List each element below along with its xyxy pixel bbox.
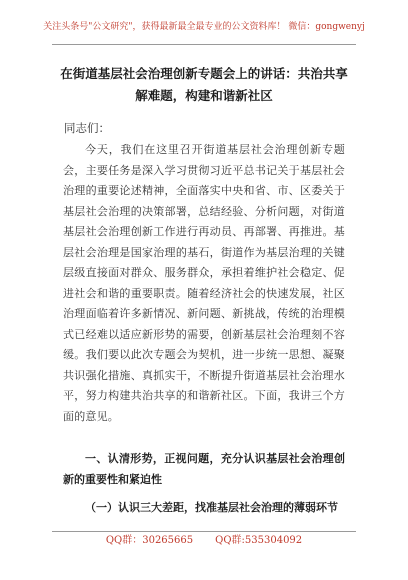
salutation: 同志们： — [64, 121, 110, 135]
footer-divider — [52, 531, 356, 532]
body-paragraph: 今天，我们在这里召开街道基层社会治理创新专题会，主要任务是深入学习贯彻习近平总书记关于基层社会治理的重要论述精神，全面落实中央和省、市、区委关于基层社会治理的决策部署，总结经验、分析问题，对街道基层社会治理创新工作进行再动员、再部署、再推进。基层社会治理是国家治理的基石，街道作为基层治理的关键层级直接面对群众、服务群众，承担着维护社会稳定、促进社会和谐的重要职责。随着经济社会的快速发展，社区治理面临着许多新情况、新问题、新挑战，传统的治理模式已经难以适应新形势的需要，创新基层社会治理刻不容缓。我们要以此次专题会为契机，进一步统一思想、凝聚共识强化措施、真抓实干，不断提升街道基层社会治理水平，努力构建共治共享的和谐新社区。下面，我讲三个方面的意见。 — [63, 143, 345, 423]
sub-heading: （一）认识三大差距，找准基层社会治理的薄弱环节 — [85, 501, 338, 514]
footer-qq-group-1: QQ群：30265665 — [105, 535, 194, 546]
footer-contacts — [0, 533, 408, 549]
header-banner: 关注头条号"公文研究"，获得最新最全最专业的公文资料库！ 微信：gongwenyj — [43, 22, 365, 32]
footer-qq-group-2: QQ群:535304092 — [215, 535, 303, 546]
document-title: 在街道基层社会治理创新专题会上的讲话：共治共享解难题，构建和谐新社区 — [60, 66, 348, 103]
section-heading: 一、认清形势，正视问题，充分认识基层社会治理创新的重要性和紧迫性 — [63, 452, 345, 486]
header-divider — [52, 44, 356, 45]
